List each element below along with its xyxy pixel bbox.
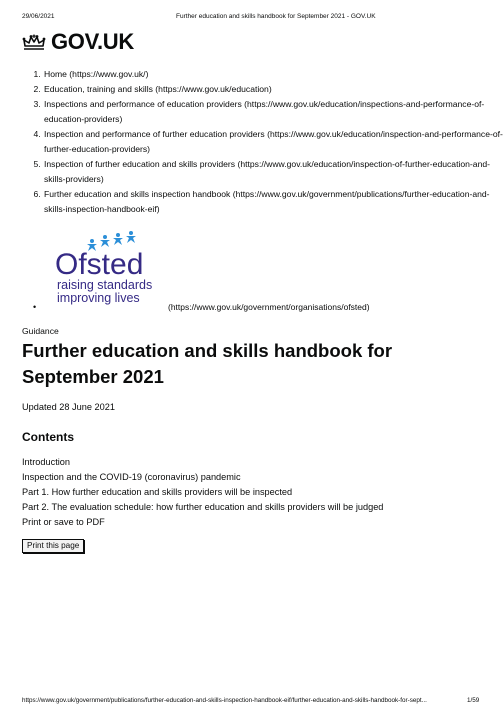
breadcrumb-item-home[interactable]: 1. Home (https://www.gov.uk/): [43, 67, 503, 82]
updated-date: Updated 28 June 2021: [22, 402, 115, 412]
print-page-number: 1/59: [467, 697, 480, 704]
ofsted-link[interactable]: (https://www.gov.uk/government/organisations/ofsted): [168, 302, 370, 312]
print-footer-url: https://www.gov.uk/government/publications/further-education-and-skills-inspection-handbook-eif/further-education-and-skills-handbook-for-sept...: [22, 697, 427, 704]
contents-item-print-save[interactable]: Print or save to PDF: [22, 517, 105, 528]
contents-item-part-1[interactable]: Part 1. How further education and skills providers will be inspected: [22, 487, 293, 498]
page-title: Further education and skills handbook for September 2021: [22, 340, 393, 387]
document-type-label: Guidance: [22, 326, 59, 336]
breadcrumb-item-inspection-handbook[interactable]: 6. Further education and skills inspection handbook (https://www.gov.uk/government/publications/further-education-and-skills-inspection-handbook-eif): [43, 187, 503, 217]
breadcrumb-item-inspections-performance[interactable]: 3. Inspections and performance of education providers (https://www.gov.uk/education/inspections-and-performance-of-education-providers): [43, 97, 503, 127]
print-doc-title: Further education and skills handbook for September 2021 - GOV.UK: [176, 13, 376, 20]
print-button[interactable]: Print this page: [22, 539, 84, 553]
crown-icon: [22, 34, 46, 51]
govuk-logo[interactable]: [22, 31, 134, 53]
contents-item-introduction[interactable]: Introduction: [22, 457, 71, 467]
ofsted-tagline-1: raising standards: [57, 278, 153, 292]
breadcrumb-item-inspection-fe-skills[interactable]: 5. Inspection of further education and skills providers (https://www.gov.uk/education/inspection-of-further-education-and-skills-providers): [43, 157, 503, 187]
contents-item-covid[interactable]: Inspection and the COVID-19 (coronavirus) pandemic: [22, 472, 241, 483]
ofsted-logo[interactable]: [33, 229, 393, 313]
breadcrumb-item-further-education-providers[interactable]: 4. Inspection and performance of further education providers (https://www.gov.uk/education/inspection-and-performance-of-further-education-providers): [43, 127, 503, 157]
contents-list: [22, 455, 383, 530]
breadcrumb: [21, 67, 503, 217]
breadcrumb-item-education[interactable]: 2. Education, training and skills (https://www.gov.uk/education): [43, 82, 503, 97]
govuk-logo-text: GOV.UK: [51, 29, 134, 54]
contents-item-part-2[interactable]: Part 2. The evaluation schedule: how further education and skills providers will be judged: [22, 502, 384, 513]
list-bullet: •: [33, 302, 37, 312]
contents-heading: Contents: [22, 430, 74, 444]
ofsted-tagline-2: improving lives: [57, 291, 140, 305]
ofsted-wordmark: Ofsted: [55, 248, 144, 281]
print-date: 29/06/2021: [22, 13, 55, 20]
